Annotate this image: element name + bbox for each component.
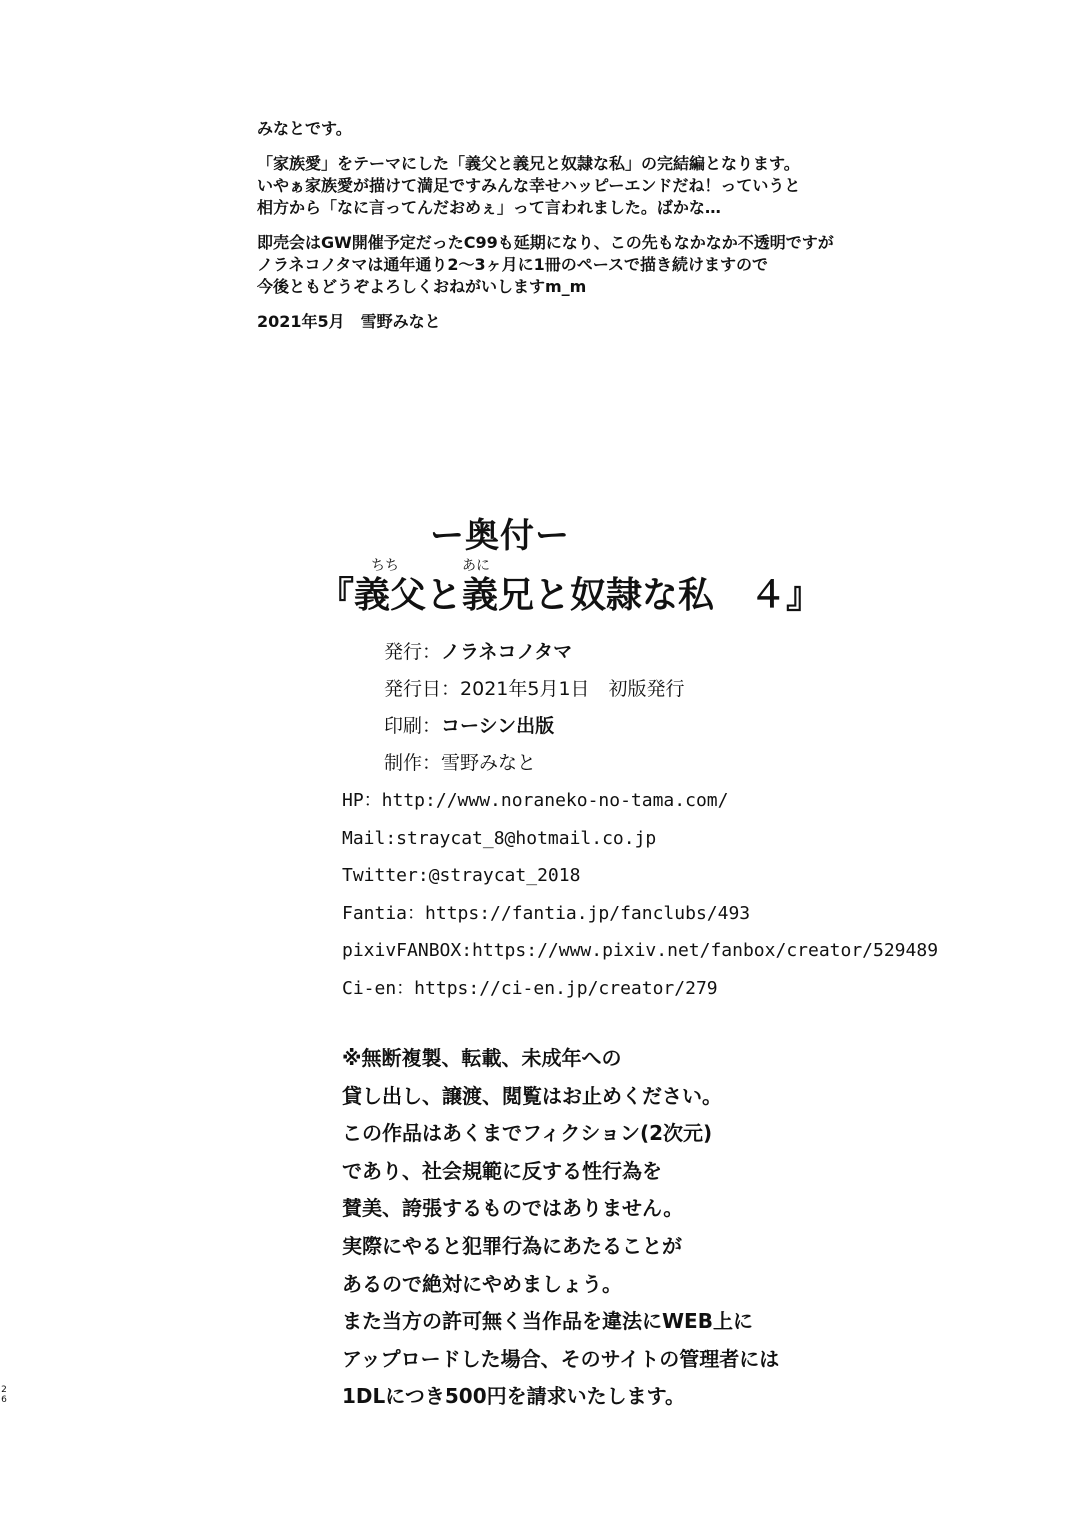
contact-list bbox=[342, 782, 938, 1008]
contact-mail: Mail:straycat_8@hotmail.co.jp bbox=[342, 827, 657, 849]
notice-line: 貸し出し、譲渡、閲覧はお止めください。 bbox=[342, 1083, 722, 1108]
copyright-notice bbox=[342, 1040, 779, 1416]
date-label: 発行日： bbox=[384, 678, 461, 700]
colophon-author bbox=[384, 745, 685, 782]
notice-line: ※無断複製、転載、未成年への bbox=[342, 1046, 622, 1070]
print-label: 印刷： bbox=[384, 715, 442, 737]
colophon-print bbox=[384, 708, 685, 745]
afterword-line: 相方から「なに言ってんだおめぇ」って言われました。ばかな… bbox=[257, 198, 721, 217]
notice-line: であり、社会規範に反する性行為を bbox=[342, 1158, 662, 1183]
afterword-line: ノラネコノタマは通年通り2～3ヶ月に1冊のペースで描き続けますので bbox=[257, 255, 768, 274]
page-number: 26 bbox=[1, 1385, 7, 1405]
notice-line: この作品はあくまでフィクション(2次元) bbox=[342, 1121, 713, 1146]
contact-twitter: Twitter:@straycat_2018 bbox=[342, 865, 581, 887]
afterword-line: 即売会はGW開催予定だったC99も延期になり、この先もなかなか不透明ですが bbox=[257, 233, 834, 252]
afterword-line: みなとです。 bbox=[257, 119, 352, 138]
print-value: コーシン出版 bbox=[441, 715, 555, 737]
notice-line: 1DLにつき500円を請求いたします。 bbox=[342, 1384, 686, 1409]
afterword-line: いやぁ家族愛が描けて満足ですみんな幸せハッピーエンドだね！っていうと bbox=[257, 176, 801, 195]
colophon bbox=[384, 634, 685, 782]
date-value: 2021年5月1日 初版発行 bbox=[460, 678, 685, 700]
ruby-chichi: ちち bbox=[371, 558, 399, 574]
publisher-label: 発行： bbox=[384, 641, 442, 663]
afterword bbox=[257, 118, 1017, 333]
contact-pixiv-fanbox: pixivFANBOX:https://www.pixiv.net/fanbox/creator/529489 bbox=[342, 940, 939, 962]
author-label: 制作： bbox=[384, 752, 442, 774]
colophon-date bbox=[384, 671, 685, 708]
notice-line: 実際にやると犯罪行為にあたることが bbox=[342, 1233, 682, 1258]
author-value: 雪野みなと bbox=[441, 752, 537, 774]
afterword-line: 「家族愛」をテーマにした「義父と義兄と奴隷な私」の完結編となります。 bbox=[257, 154, 800, 173]
publisher-value: ノラネコノタマ bbox=[441, 641, 573, 663]
book-title-block bbox=[318, 555, 838, 625]
notice-line: アップロードした場合、そのサイトの管理者には bbox=[342, 1346, 780, 1371]
notice-line: あるので絶対にやめましょう。 bbox=[342, 1271, 622, 1296]
contact-hp: HP：http://www.noraneko-no-tama.com/ bbox=[342, 790, 729, 811]
okuduke-heading: ー奥付ー bbox=[430, 516, 570, 556]
notice-line: また当方の許可無く当作品を違法にWEB上に bbox=[342, 1309, 753, 1334]
ruby-ani: あに bbox=[462, 558, 490, 574]
paragraph-gap bbox=[257, 298, 1017, 311]
notice-line: 賛美、誇張するものではありません。 bbox=[342, 1196, 684, 1221]
contact-fantia: Fantia：https://fantia.jp/fanclubs/493 bbox=[342, 902, 751, 924]
book-title: 『義父と義兄と奴隷な私 ４』 bbox=[318, 575, 823, 616]
colophon-publisher bbox=[384, 634, 685, 671]
paragraph-gap bbox=[257, 140, 1017, 153]
afterword-line: 今後ともどうぞよろしくおねがいしますm_m bbox=[257, 277, 587, 296]
paragraph-gap bbox=[257, 219, 1017, 232]
afterword-signature: 2021年5月 雪野みなと bbox=[257, 312, 441, 331]
contact-ci-en: Ci-en：https://ci-en.jp/creator/279 bbox=[342, 977, 718, 999]
